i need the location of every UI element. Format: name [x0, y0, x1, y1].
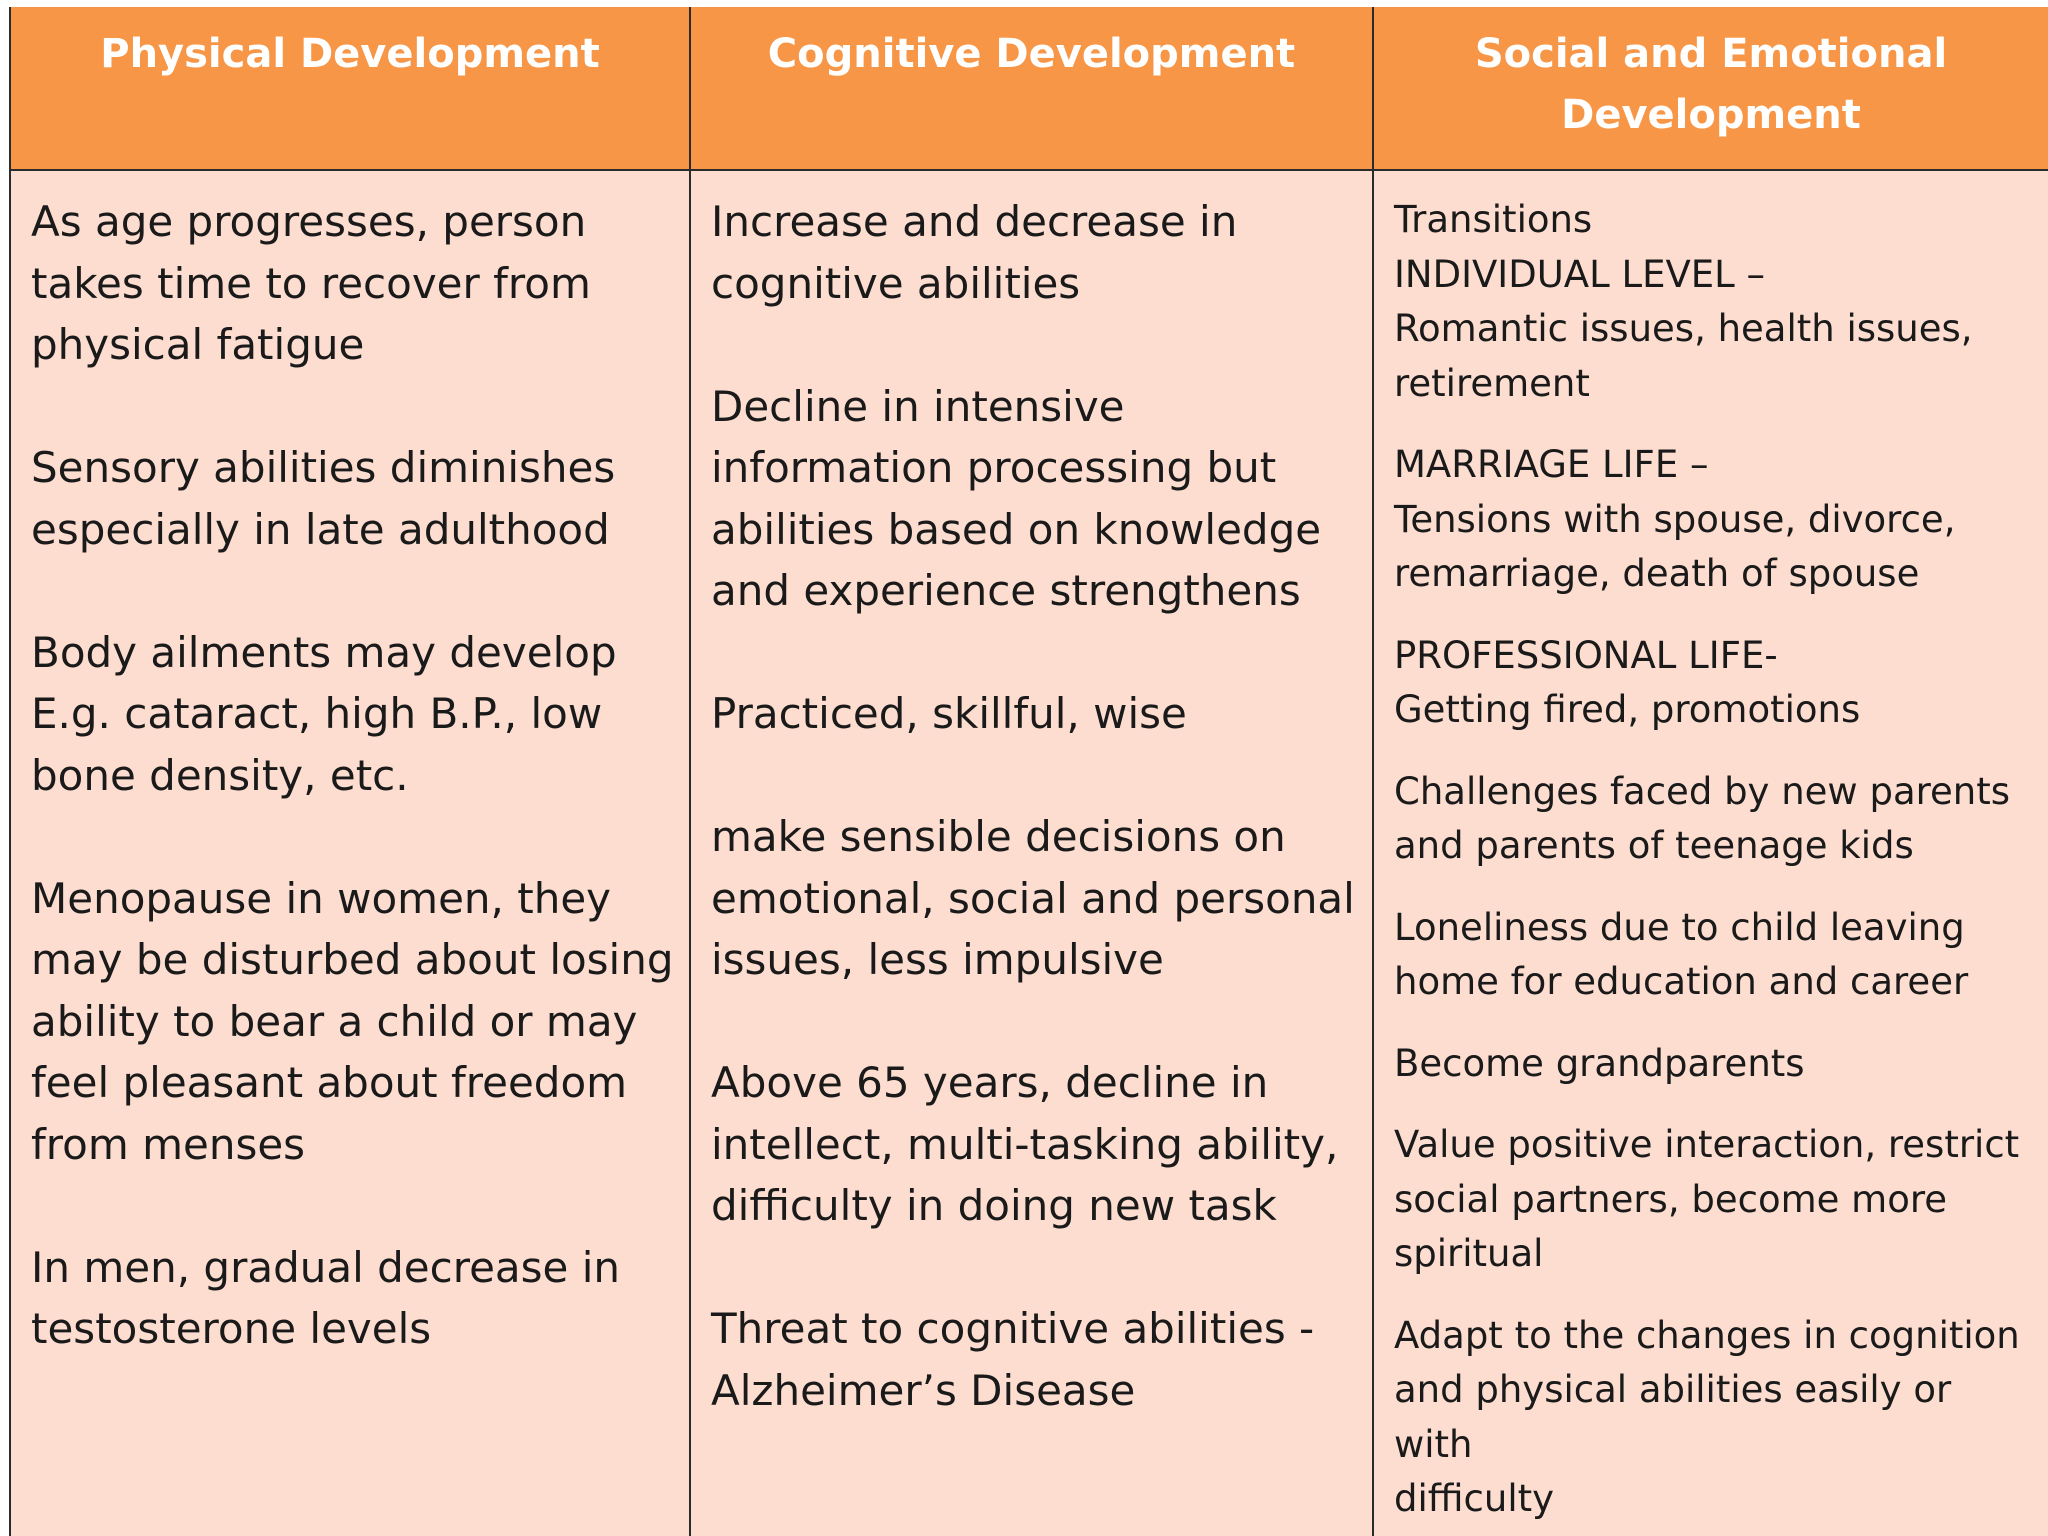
physical-item: Menopause in women, they may be disturbed about losing ability to bear a child or may feel pleasant about freedom from menses: [31, 873, 674, 1169]
header-physical-development: [9, 7, 691, 171]
social-item: Adapt to the changes in cognition and physical abilities easily or with difficulty: [1394, 1313, 2020, 1520]
cognitive-item: make sensible decisions on emotional, social and personal issues, less impulsive: [711, 812, 1355, 984]
header-social-label: Social and Emotional Development: [1474, 31, 1948, 138]
cognitive-item: Threat to cognitive abilities - Alzheimer’s Disease: [711, 1304, 1315, 1415]
social-item: Challenges faced by new parents and parents of teenage kids: [1394, 769, 2011, 867]
physical-item: Body ailments may develop E.g. cataract, high B.P., low bone density, etc.: [31, 627, 617, 800]
social-item: Transitions INDIVIDUAL LEVEL – Romantic issues, health issues, retirement: [1394, 198, 1973, 405]
cognitive-item: Decline in intensive information processing but abilities based on knowledge and experience strengthens: [711, 381, 1322, 615]
social-item: Become grandparents: [1394, 1041, 1805, 1085]
cognitive-development-column: [691, 171, 1374, 1536]
development-table: [9, 7, 2048, 1536]
header-physical-label: Physical Development: [100, 31, 600, 77]
cognitive-item: Above 65 years, decline in intellect, multi-tasking ability, difficulty in doing new task: [711, 1058, 1339, 1230]
header-cognitive-development: [691, 7, 1374, 171]
social-emotional-development-column: [1374, 171, 2048, 1536]
social-item: Value positive interaction, restrict social partners, become more spiritual: [1394, 1123, 2020, 1275]
physical-item: In men, gradual decrease in testosterone levels: [31, 1242, 621, 1353]
social-item: MARRIAGE LIFE – Tensions with spouse, divorce, remarriage, death of spouse: [1394, 443, 1956, 595]
cognitive-item: Increase and decrease in cognitive abilities: [711, 197, 1238, 308]
header-cognitive-label: Cognitive Development: [767, 31, 1296, 77]
social-item: PROFESSIONAL LIFE- Getting fired, promotions: [1394, 633, 1861, 731]
header-social-emotional-development: [1374, 7, 2048, 171]
physical-item: Sensory abilities diminishes especially in late adulthood: [31, 443, 616, 554]
cognitive-item: Practiced, skillful, wise: [711, 689, 1187, 738]
physical-development-column: [9, 171, 691, 1536]
physical-item: As age progresses, person takes time to recover from physical fatigue: [31, 197, 591, 369]
social-item: Loneliness due to child leaving home for education and career: [1394, 905, 1969, 1003]
